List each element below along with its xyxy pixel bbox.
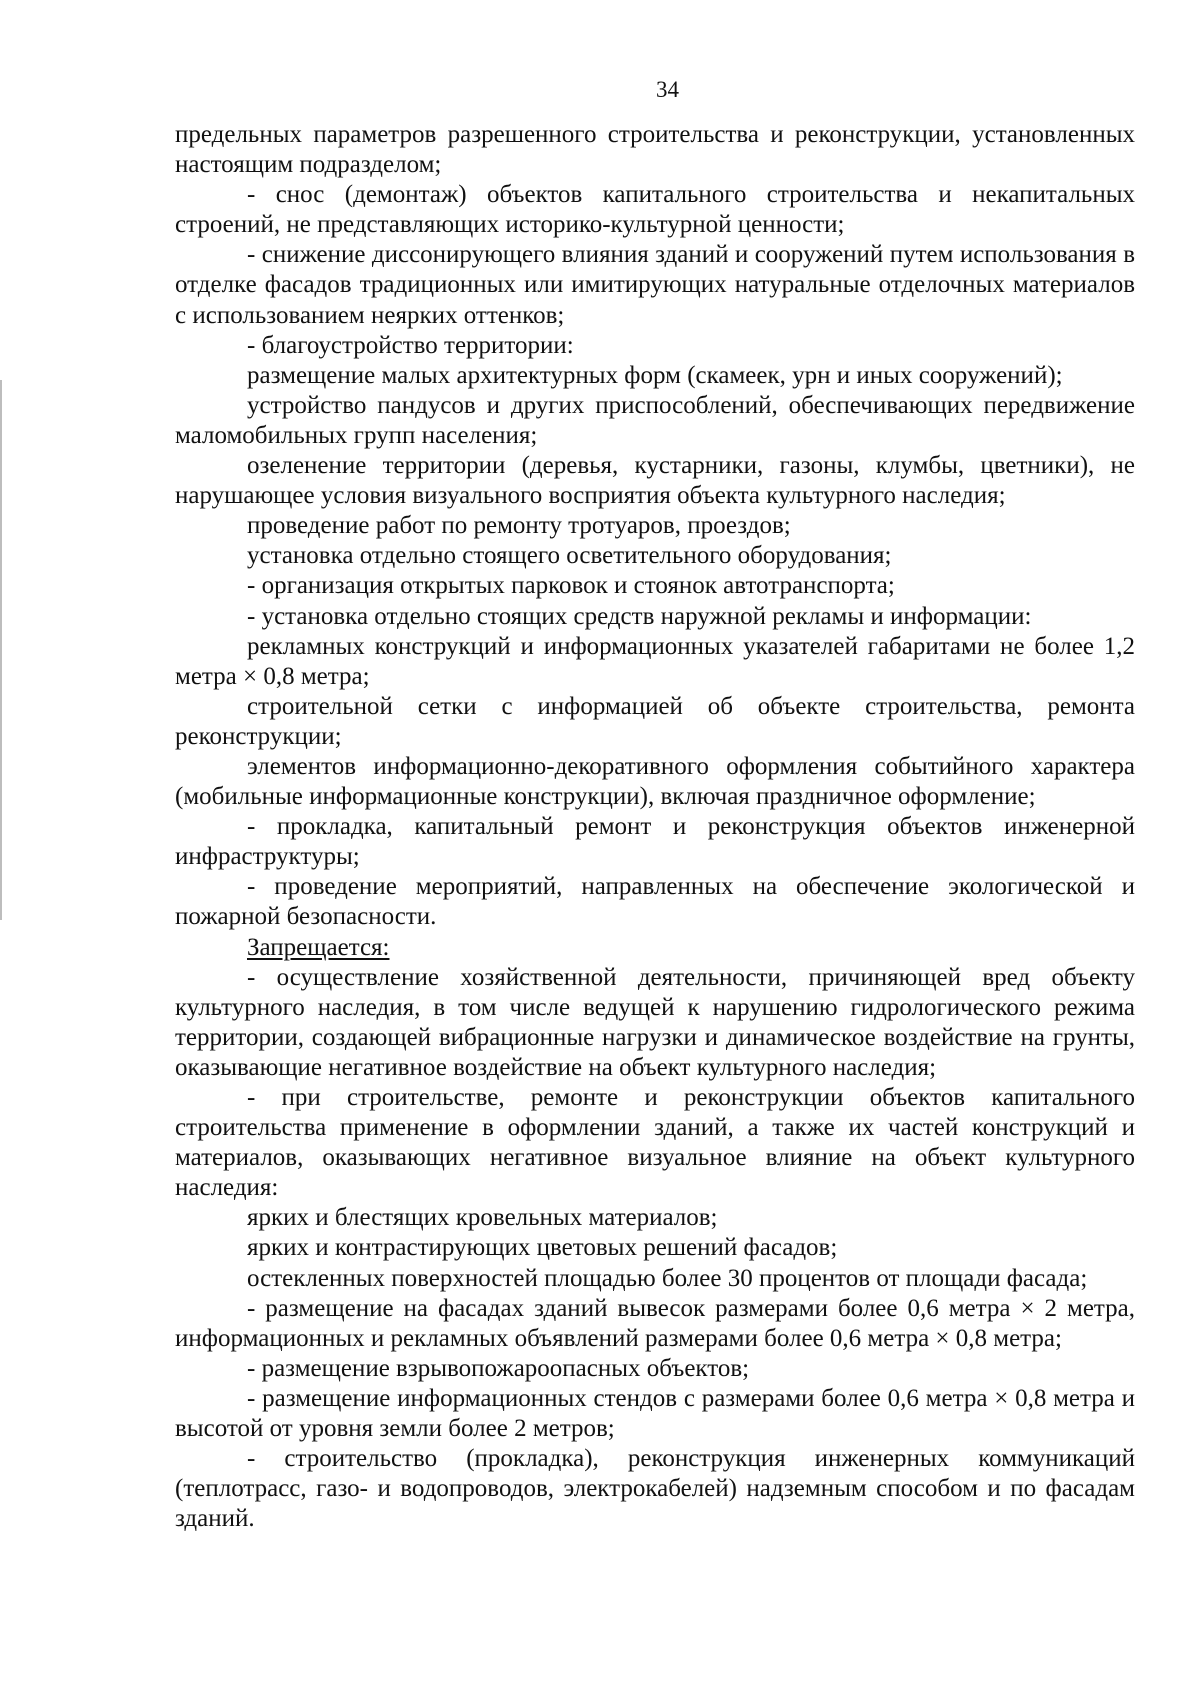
paragraph-construction-mesh: строительной сетки с информацией об объекте строительства, ремонта реконструкции; xyxy=(175,692,1135,750)
paragraph-explosive-objects: - размещение взрывопожароопасных объектов; xyxy=(247,1354,750,1382)
paragraph-signage: - размещение на фасадах зданий вывесок размерами более 0,6 метра × 2 метра, информационных и рекламных объявлений размерами более 0,6 метра × 0,8 метра; xyxy=(175,1294,1135,1352)
paragraph-sidewalk-repair: проведение работ по ремонту тротуаров, проездов; xyxy=(247,512,791,540)
paragraph-continuation: предельных параметров разрешенного строительства и реконструкции, установленных настоящим подразделом; xyxy=(175,121,1135,179)
paragraph-building-materials: - при строительстве, ремонте и реконструкции объектов капитального строительства применение в оформлении зданий, а также их частей конструкций и материалов, оказывающих негативное визуальное влияние на объект культурного наследия: xyxy=(175,1084,1135,1202)
paragraph-infrastructure: - прокладка, капитальный ремонт и реконструкция объектов инженерной инфраструктуры; xyxy=(175,813,1135,871)
paragraph-roofing: ярких и блестящих кровельных материалов; xyxy=(247,1204,718,1232)
paragraph-small-forms: размещение малых архитектурных форм (скамеек, урн и иных сооружений); xyxy=(247,361,1063,389)
paragraph-demolition: - снос (демонтаж) объектов капитального строительства и некапитальных строений, не представляющих историко-культурной ценности; xyxy=(175,181,1135,239)
paragraph-ramps: устройство пандусов и других приспособлений, обеспечивающих передвижение маломобильных групп населения; xyxy=(175,391,1135,449)
paragraph-landscaping: - благоустройство территории: xyxy=(247,331,574,359)
paragraph-parking: - организация открытых парковок и стоянок автотранспорта; xyxy=(247,572,895,600)
paragraph-info-stands: - размещение информационных стендов с размерами более 0,6 метра × 0,8 метра и высотой от уровня земли более 2 метров; xyxy=(175,1384,1135,1443)
paragraph-safety: - проведение мероприятий, направленных на обеспечение экологической и пожарной безопасности. xyxy=(175,873,1135,931)
heading-prohibited-text: Запрещается: xyxy=(247,933,390,961)
paragraph-lighting: установка отдельно стоящего осветительного оборудования; xyxy=(247,542,892,570)
paragraph-decorative-elements: элементов информационно-декоративного оформления событийного характера (мобильные информационные конструкции), включая праздничное оформление; xyxy=(175,752,1135,811)
document-body xyxy=(175,120,1135,1534)
paragraph-glazing: остекленных поверхностей площадью более 30 процентов от площади фасада; xyxy=(247,1264,1088,1292)
paragraph-greening: озеленение территории (деревья, кустарники, газоны, клумбы, цветники), не нарушающее условия визуального восприятия объекта культурного наследия; xyxy=(175,452,1135,510)
section-heading-prohibited xyxy=(175,933,1135,963)
paragraph-ad-structures: рекламных конструкций и информационных указателей габаритами не более 1,2 метра × 0,8 метра; xyxy=(175,632,1135,690)
paragraph-facade-colors: ярких и контрастирующих цветовых решений фасадов; xyxy=(247,1234,838,1262)
scan-edge-line xyxy=(0,380,2,920)
page-number: 34 xyxy=(656,77,679,102)
paragraph-advertising: - установка отдельно стоящих средств наружной рекламы и информации: xyxy=(247,602,1032,630)
paragraph-utilities: - строительство (прокладка), реконструкция инженерных коммуникаций (теплотрасс, газо- и водопроводов, электрокабелей) надземным способом и по фасадам зданий. xyxy=(175,1445,1135,1533)
paragraph-economic-activity: - осуществление хозяйственной деятельности, причиняющей вред объекту культурного наследия, в том числе ведущей к нарушению гидрологического режима территории, создающей вибрационные нагрузки и динамическое воздействие на грунты, оказывающие негативное воздействие на объект культурного наследия; xyxy=(175,963,1135,1081)
paragraph-dissonance-reduction: - снижение диссонирующего влияния зданий и сооружений путем использования в отделке фасадов традиционных или имитирующих натуральные отделочных материалов с использованием неярких оттенков; xyxy=(175,241,1135,329)
